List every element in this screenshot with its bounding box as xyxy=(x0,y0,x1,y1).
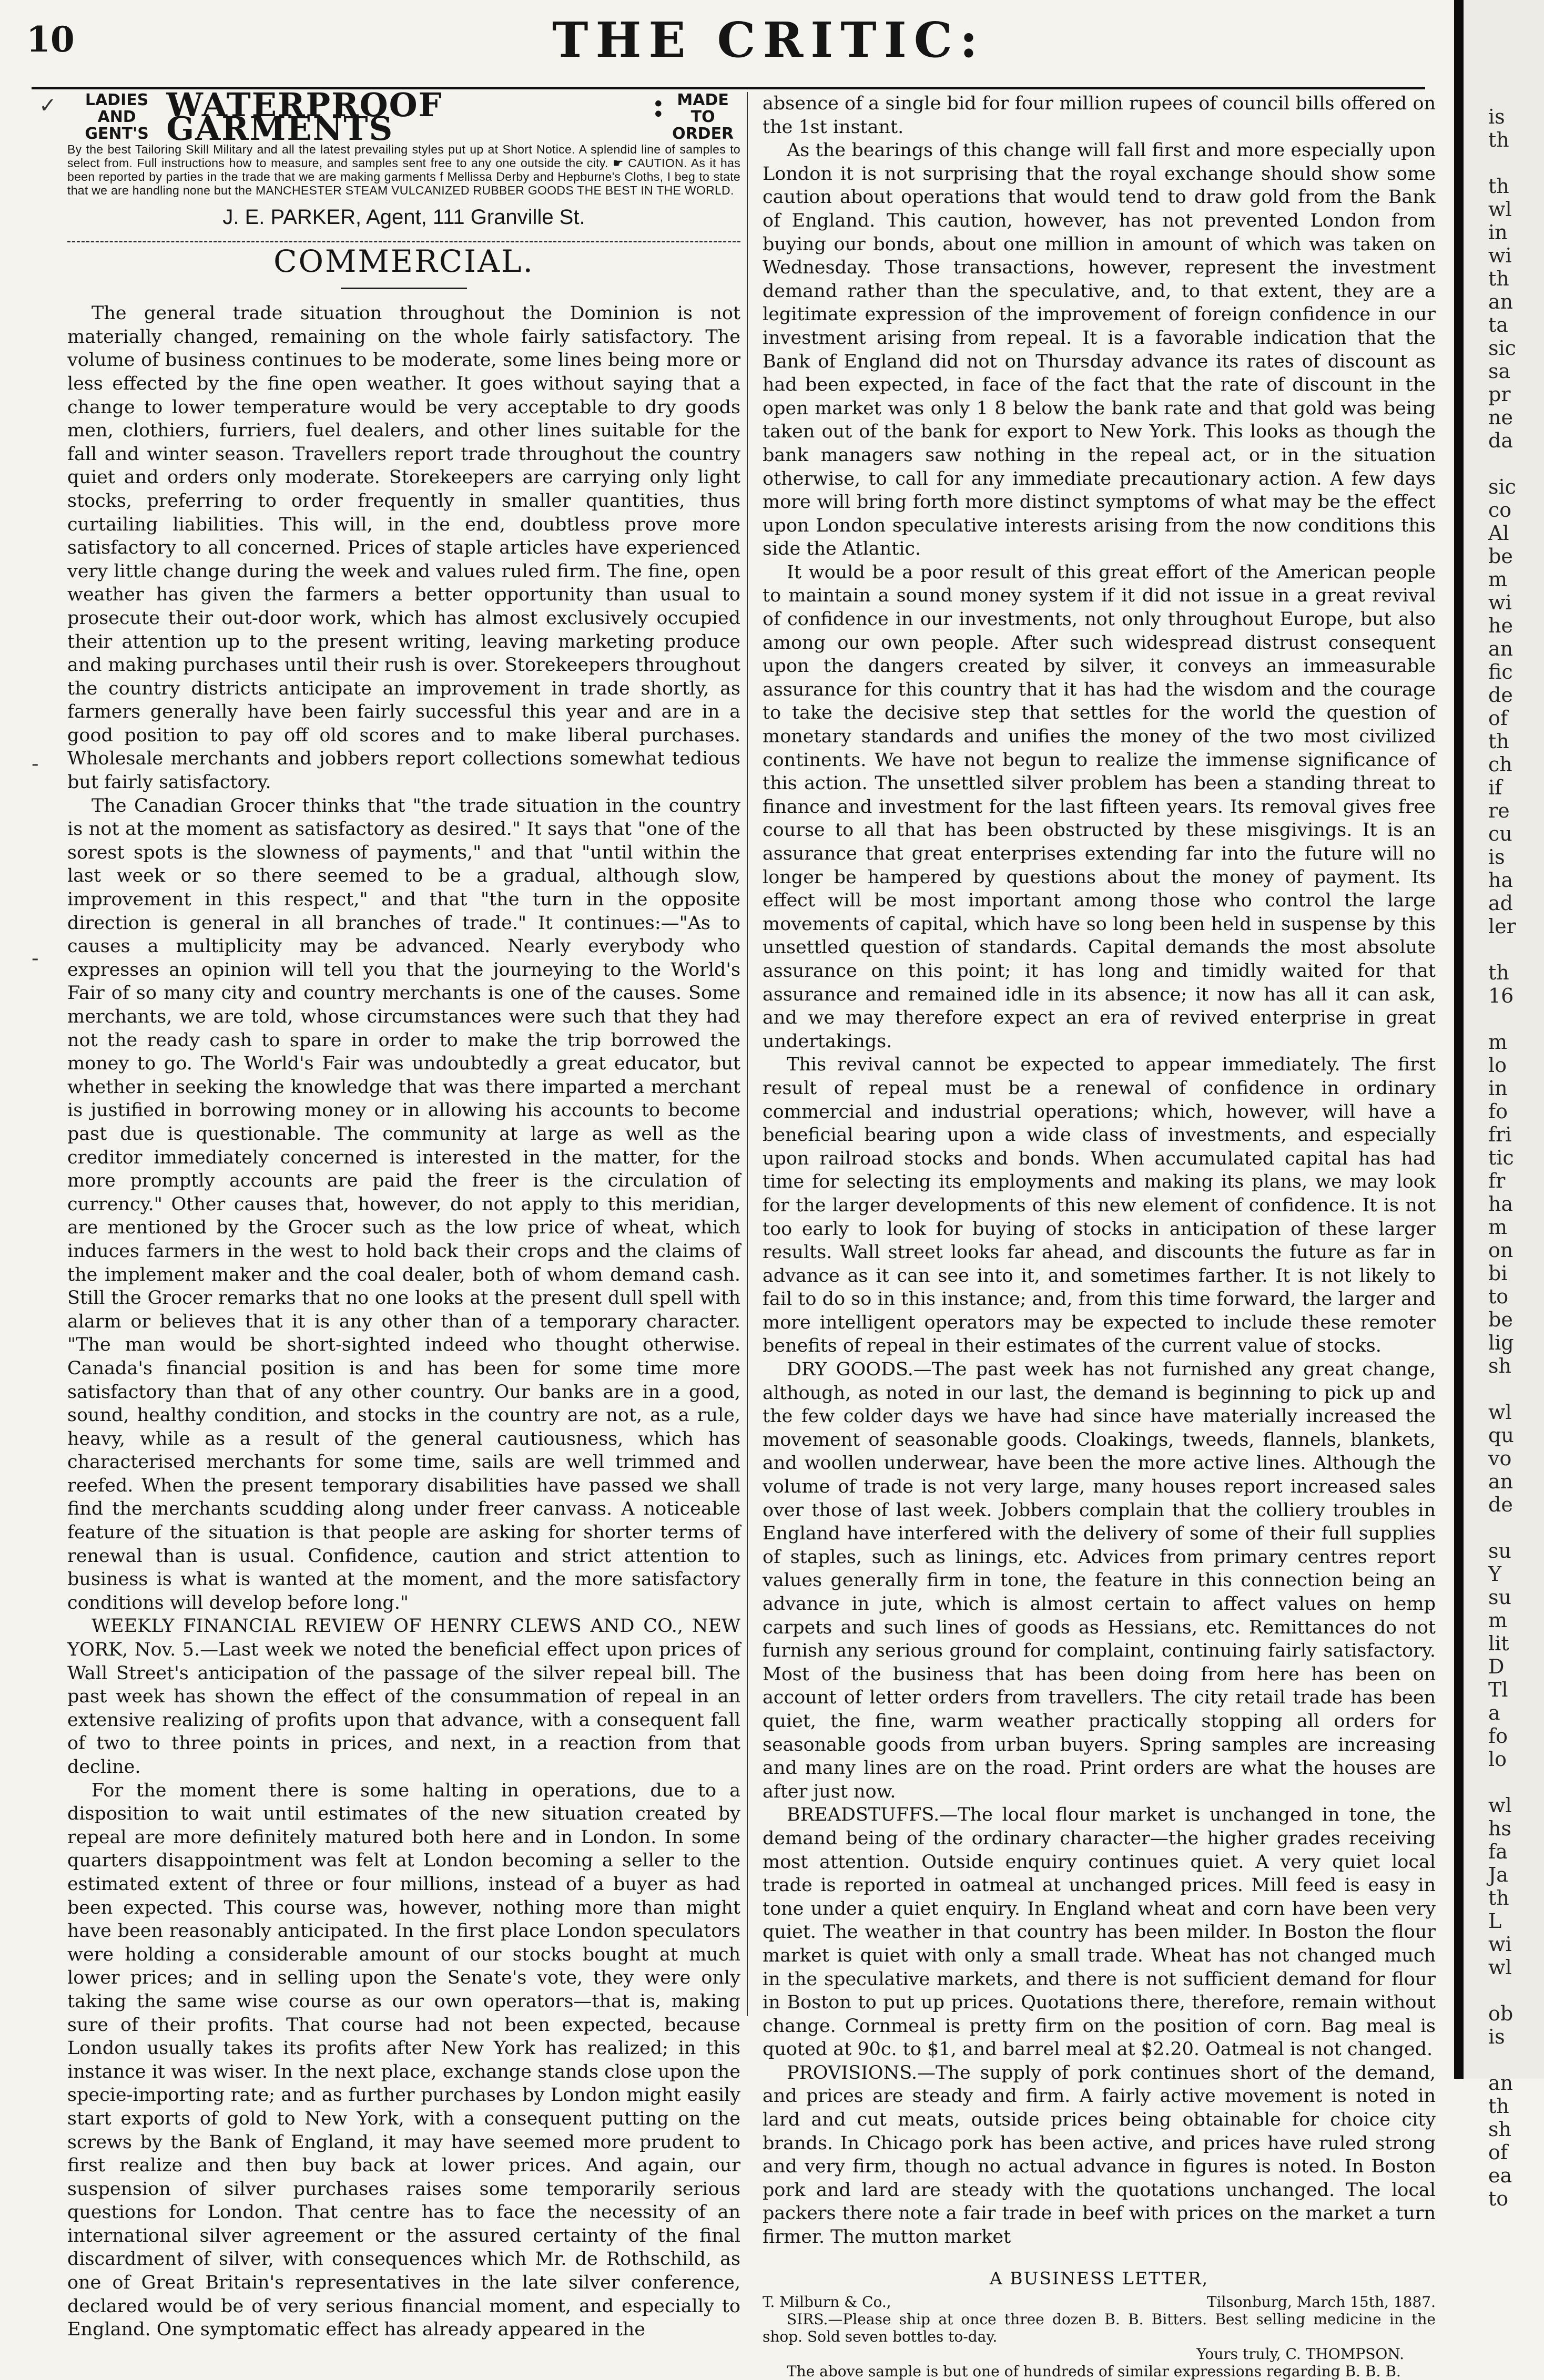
ad-agent-line: J. E. PARKER, Agent, 111 Granville St. xyxy=(222,206,585,229)
edge-fragment: on xyxy=(1488,1239,1513,1262)
business-letter xyxy=(763,2267,1436,2380)
edge-fragment: wl xyxy=(1488,1401,1512,1424)
edge-fragment: fo xyxy=(1488,1100,1508,1123)
article-paragraph: As the bearings of this change will fall first and more especially upon London it is not surprising that the royal exchange should show some caution about operations that would tend to draw gold from the Bank of England. This caution, however, has not prevented London from buying our bonds, about one million in amount of which was taken on Wednesday. Those transactions, however, represent the investment demand rather than the speculative, and, to that extent, they are a legitimate expression of the improvement of foreign confidence in our investment arising from repeal. It is a favorable indication that the Bank of England did not on Thursday advance its rates of discount as had been expected, in face of the fact that the rate of discount in the open market was only 1 8 below the bank rate and that gold was being taken out of the bank for export to New York. This looks as though the bank managers saw nothing in the repeal act, or in the situation otherwise, to call for any immediate precautionary action. A few days more will bring forth more distinct symptoms of what may be the effect upon London speculative interests arising from the now conditions this side the Atlantic. xyxy=(763,140,1436,560)
edge-fragment: su xyxy=(1488,1539,1511,1562)
edge-fragment: to xyxy=(1488,2187,1509,2210)
edge-fragment: in xyxy=(1488,221,1508,244)
edge-fragment: be xyxy=(1488,1308,1513,1331)
edge-fragment: ad xyxy=(1488,892,1513,915)
edge-fragment: of xyxy=(1488,2141,1508,2164)
edge-fragment: m xyxy=(1488,568,1508,591)
edge-fragment: bi xyxy=(1488,1262,1508,1285)
edge-fragment: lo xyxy=(1488,1748,1507,1771)
edge-fragment: fri xyxy=(1488,1123,1512,1146)
margin-mark: - xyxy=(32,946,39,971)
edge-fragment: ch xyxy=(1488,753,1512,776)
ad-right-label: MADE TO ORDER xyxy=(672,91,734,143)
edge-fragment: m xyxy=(1488,1030,1508,1054)
article-paragraph: The Canadian Grocer thinks that "the trade situation in the country is not at the moment as satisfactory as desired." It says that "one of the sorest spots is the slowness of payments," and that "until within the last week or so there seemed to be a gradual, although slow, improvement in this respect," and that "the turn in the opposite direction is general in all branches of trade." It continues:—"As to causes a multiplicity may be advanced. Nearly everybody who expresses an opinion will tell you that the journeying to the World's Fair of so many city and country merchants is one of the causes. Some merchants, we are told, whose circumstances were such that they had not the ready cash to spare in order to make the trip borrowed the money to go. The World's Fair was undoubtedly a great educator, but whether in seeking the knowledge that was there imparted a merchant is justified in borrowing money or in allowing his accounts to become past due is questionable. The community at large as well as the creditor immediately concerned is interested in the matter, for the more promptly accounts are paid the freer is the circulation of currency." Other causes that, however, do not apply to this meridian, are mentioned by the Grocer such as the low price of wheat, which induces farmers in the west to hold back their crops and the claims of the implement maker and the coal dealer, both of whom demand cash. Still the Grocer remarks that no one looks at the present dull spell with alarm or believes that it is any other than of a temporary character. "The man would be short-sighted indeed who thought otherwise. Canada's financial position is and has been for some time more satisfactory than that of any other country. Our banks are in a good, sound, healthy condition, and stocks in the country are not, as a rule, heavy, while as a result of the general cautiousness, which has characterised merchants for some time, sails are well trimmed and reefed. When the present temporary disabilities have passed we shall find the merchants scudding along under freer canvass. A noticeable feature of the situation is that people are asking for shorter terms of renewal than is usual. Confidence, caution and strict attention to business is what is wanted at the moment, and the more satisfactory conditions will develop before long." xyxy=(67,795,740,1613)
edge-fragment: sic xyxy=(1488,336,1516,360)
letter-addressee: T. Milburn & Co., xyxy=(763,2293,891,2311)
edge-fragment: he xyxy=(1488,614,1513,637)
edge-fragment: m xyxy=(1488,1215,1508,1239)
edge-fragment: ne xyxy=(1488,406,1513,429)
masthead-title: THE CRITIC: xyxy=(552,12,985,68)
edge-fragment: lo xyxy=(1488,1054,1507,1077)
edge-fragment: cu xyxy=(1488,822,1512,845)
article-paragraph: The general trade situation throughout the Dominion is not materially changed, remaining on the whole fairly satisfactory. The volume of business continues to be moderate, some lines being more or less effected by the fine open weather. It goes without saying that a change to lower temperature would be very acceptable to dry goods men, clothiers, furriers, fuel dealers, and other lines suitable for the fall and winter season. Travellers report trade throughout the country quiet and orders only moderate. Storekeepers are carrying only light stocks, preferring to order frequently in smaller quantities, thus curtailing liabilities. This will, in the end, doubtless prove more satisfactory to all concerned. Prices of staple articles have experienced very little change during the week and values ruled firm. The fine, open weather has given the farmers a better opportunity than usual to prosecute their out-door work, which has almost exclusively occupied their attention up to the present writing, leaving marketing produce and making purchases until their rush is over. Storekeepers throughout the country districts anticipate an improvement in trade shortly, as farmers generally have been fairly successful this year and are in a good position to pay off old scores and to make liberal purchases. Wholesale merchants and jobbers report collections somewhat tedious but fairly satisfactory. xyxy=(67,303,740,793)
binding-fold-line xyxy=(1454,0,1464,2079)
article-paragraph: This revival cannot be expected to appear immediately. The first result of repeal must be a renewal of confidence in ordinary commercial and industrial operations; which, however, will have a beneficial bearing upon a wide class of investments, and especially upon railroad stocks and bonds. When accumulated capital has had time for selecting its employments and making its plans, we may look for the larger developments of this new element of confidence. It is not too early to look for buying of stocks in anticipation of these larger results. Wall street looks far ahead, and discounts the future as far in advance as it can see into it, and sometimes farther. It is not likely to fail to do so in this instance; and, from this time forward, the larger and more intelligent operators may be expected to include these remoter benefits of repeal in their estimates of the current value of stocks. xyxy=(763,1054,1436,1357)
edge-fragment: to xyxy=(1488,1285,1509,1308)
edge-fragment: sh xyxy=(1488,1354,1511,1377)
edge-fragment: wl xyxy=(1488,198,1512,221)
section-title: COMMERCIAL. xyxy=(273,243,534,279)
edge-fragment: ob xyxy=(1488,2002,1513,2025)
edge-fragment: Tl xyxy=(1488,1678,1508,1701)
advertisement-heading xyxy=(67,86,740,148)
edge-fragment: wi xyxy=(1488,591,1512,614)
dashed-divider xyxy=(67,241,740,242)
edge-fragment: da xyxy=(1488,429,1513,452)
edge-fragment: lit xyxy=(1488,1632,1509,1655)
edge-fragment: hs xyxy=(1488,1817,1511,1840)
edge-fragment: fic xyxy=(1488,660,1513,683)
edge-fragment: ler xyxy=(1488,915,1516,938)
edge-fragment: ha xyxy=(1488,869,1513,892)
edge-fragment: th xyxy=(1488,128,1509,151)
edge-fragment: de xyxy=(1488,1493,1513,1516)
edge-fragment: Y xyxy=(1488,1562,1502,1586)
ad-title: WATERPROOF : GARMENTS xyxy=(166,86,666,148)
edge-fragment: Al xyxy=(1488,522,1509,545)
edge-fragment: is xyxy=(1488,2025,1505,2048)
article-paragraph: DRY GOODS.—The past week has not furnished any great change, although, as noted in our last, the demand is beginning to pick up and the few colder days we have had since have materially increased the movement of seasonable goods. Cloakings, tweeds, flannels, blankets, and woollen underwear, have been the more active lines. Although the volume of trade is not very large, many houses report increased sales over those of last week. Jobbers complain that the colliery troubles in England have interfered with the delivery of some of their full supplies of staples, such as linings, etc. Advices from primary centres report values generally firm in tone, the feature in this connection being an advance in jute, which is almost certain to affect values on hemp carpets and such lines of goods as Hessians, etc. Remittances do not furnish any serious ground for complaint, continuing fairly satisfactory. Most of the business that has been doing from here has been on account of letter orders from travellers. The city retail trade has been quiet, the fine, warm weather practically stopping all orders for seasonable goods from urban buyers. Spring samples are increasing and many lines are on the road. Print orders are what the houses are after just now. xyxy=(763,1359,1436,1802)
edge-fragment: ta xyxy=(1488,313,1508,336)
waterproof-advertisement xyxy=(67,86,740,229)
letter-place-date: Tilsonburg, March 15th, 1887. xyxy=(1206,2293,1436,2311)
edge-fragment: re xyxy=(1488,799,1510,822)
letter-title: A BUSINESS LETTER, xyxy=(989,2267,1209,2289)
ad-body-text: By the best Tailoring Skill Military and all the latest prevailing styles put up at Short Notice. A splendid line of samples to select from. Full instructions how to measure, and samples sent free to any one outside the city. ☛ CAUTION. As it has been reported by parties in the trade that we are making garments f Mellissa Derby and Hepburne's Cloths, I beg to state that we are handling none but the MANCHESTER STEAM VULCANIZED RUBBER GOODS THE BEST IN THE WORLD. xyxy=(67,142,740,197)
edge-fragment: th xyxy=(1488,961,1509,984)
edge-fragment: of xyxy=(1488,707,1508,730)
edge-fragment: ha xyxy=(1488,1192,1513,1215)
edge-fragment: th xyxy=(1488,175,1509,198)
edge-fragment: su xyxy=(1488,1586,1511,1609)
edge-fragment: an xyxy=(1488,2071,1513,2095)
article-paragraph: It would be a poor result of this great effort of the American people to maintain a sound money system if it did not issue in a great revival of confidence in our investments, not only throughout Europe, but also among our own people. After such widespread distrust consequent upon the dangers created by silver, it conveys an immeasurable assurance for this country that it has had the wisdom and the courage to take the decisive step that settles for the world the question of monetary standards and unifies the money of the two most civilized continents. We have not begun to realize the immense significance of this action. The unsettled silver problem has been a standing threat to finance and investment for the last fifteen years. Its removal gives free course to all that has been obstructed by these misgivings. It is an assurance that great enterprises extending far into the future will no longer be hampered by questions about the money of payment. Its effect will be most important among those who control the large movements of capital, which have so long been held in suspense by this unsettled question of standards. Capital demands the most absolute assurance on this point; it has long and timidly waited for that assurance and remained idle in its absence; it now has all it can ask, and we may therefore expect an era of revived enterprise in great undertakings. xyxy=(763,561,1436,1052)
edge-fragment: th xyxy=(1488,2095,1509,2118)
edge-fragment: fo xyxy=(1488,1724,1508,1748)
edge-fragment: th xyxy=(1488,267,1509,290)
edge-fragment: th xyxy=(1488,730,1509,753)
edge-fragment: m xyxy=(1488,1609,1508,1632)
edge-fragment: fa xyxy=(1488,1840,1508,1863)
edge-fragment: sic xyxy=(1488,475,1516,498)
edge-fragment: tic xyxy=(1488,1146,1514,1169)
edge-fragment: Ja xyxy=(1488,1863,1508,1886)
ad-left-label: LADIES AND GENT'S xyxy=(85,91,149,143)
edge-fragment: co xyxy=(1488,498,1512,522)
middle-column xyxy=(763,92,1436,2380)
edge-fragment: sh xyxy=(1488,2118,1511,2141)
edge-fragment: a xyxy=(1488,1701,1500,1724)
edge-fragment: L xyxy=(1488,1909,1502,1933)
edge-fragment: lig xyxy=(1488,1331,1514,1354)
title-underline xyxy=(341,288,467,289)
letter-body: SIRS.—Please ship at once three dozen B. B. Bitters. Best selling medicine in the shop. Sold seven bottles to-day. xyxy=(763,2311,1436,2346)
edge-fragment: is xyxy=(1488,105,1505,128)
edge-fragment: wi xyxy=(1488,244,1512,267)
edge-fragment: vo xyxy=(1488,1447,1512,1470)
edge-fragment: pr xyxy=(1488,383,1511,406)
edge-fragment: an xyxy=(1488,637,1513,660)
letter-footer: The above sample is but one of hundreds of similar expressions regarding B. B. B. xyxy=(787,2363,1401,2380)
edge-fragment: wl xyxy=(1488,1956,1512,1979)
edge-fragment: de xyxy=(1488,683,1513,707)
edge-fragment: 16 xyxy=(1488,984,1514,1007)
edge-fragment: sa xyxy=(1488,360,1511,383)
edge-fragment: fr xyxy=(1488,1169,1506,1192)
article-paragraph: BREADSTUFFS.—The local flour market is unchanged in tone, the demand being of the ordinary character—the higher grades receiving most attention. Outside enquiry continues quiet. A very quiet local trade is reported in oatmeal at unchanged prices. Mill feed is easy in tone under a quiet enquiry. In England wheat and corn have been very quiet. The weather in that country has been milder. In Boston the flour market is quiet with only a small trade. Wheat has not changed much in the speculative markets, and there is not sufficient demand for flour in Boston to put up prices. Quotations there, therefore, remain without change. Cornmeal is pretty firm on the position of corn. Bag meal is quoted at 90c. to $1, and barrel meal at $2.20. Oatmeal is not changed. xyxy=(763,1804,1436,2060)
edge-fragment: ea xyxy=(1488,2164,1512,2187)
page-number: 10 xyxy=(26,19,75,60)
edge-fragment: D xyxy=(1488,1655,1505,1678)
left-column xyxy=(67,86,740,2341)
article-paragraph: WEEKLY FINANCIAL REVIEW OF HENRY CLEWS AND CO., NEW YORK, Nov. 5.—Last week we noted the beneficial effect upon prices of Wall Street's anticipation of the passage of the silver repeal bill. The past week has shown the effect of the consummation of repeal in an extensive realizing of profits upon that advance, with a consequent fall of two to three points in prices, and next, in a reaction from that decline. xyxy=(67,1616,740,1778)
article-paragraph: absence of a single bid for four million rupees of council bills offered on the 1st instant. xyxy=(763,93,1436,138)
edge-fragment: an xyxy=(1488,290,1513,313)
letter-signature: Yours truly, C. THOMPSON. xyxy=(1196,2345,1404,2363)
article-paragraph: PROVISIONS.—The supply of pork continues short of the demand, and prices are steady and firm. A fairly active movement is noted in lard and cut meats, outside prices being obtainable for choice city brands. In Chicago pork has been active, and prices have ruled strong and very firm, though no actual advance in figures is noted. In Boston pork and lard are steady with the quotations unchanged. The local packers there note a fair trade in beef with prices on the market a turn firmer. The mutton market xyxy=(763,2062,1436,2248)
edge-fragment: if xyxy=(1488,776,1502,799)
edge-fragment: wi xyxy=(1488,1933,1512,1956)
margin-mark: - xyxy=(32,752,39,776)
edge-fragment: be xyxy=(1488,545,1513,568)
letter-address-line xyxy=(763,2293,1436,2311)
edge-fragment: qu xyxy=(1488,1424,1514,1447)
margin-mark: ✓ xyxy=(39,94,57,118)
edge-fragment: an xyxy=(1488,1470,1513,1493)
edge-fragment: th xyxy=(1488,1886,1509,1909)
column-divider xyxy=(747,92,748,2016)
edge-fragment: is xyxy=(1488,845,1505,869)
edge-fragment: in xyxy=(1488,1077,1508,1100)
article-paragraph: For the moment there is some halting in operations, due to a disposition to wait until estimates of the new situation created by repeal are more definitely matured both here and in London. In some quarters disappointment was felt at London becoming a seller to the estimated extent of three or four millions, instead of a buyer as had been expected. This course was, however, nothing more than might have been reasonably anticipated. In the first place London speculators were holding a considerable amount of our stocks bought at much lower prices; and in selling upon the Senate's vote, they were only taking the same wise course as our own operators—that is, making sure of their profits. That course had not been expected, because London usually takes its profits after New York has realized; in this instance it was wiser. In the next place, exchange stands close upon the specie-importing rate; and as further purchases by London might easily start exports of gold to New York, with a consequent putting on the screws by the Bank of England, it may have seemed more prudent to first realize and then buy back at lower prices. And again, our suspension of silver purchases raises some temporarily serious questions for London. That centre has to face the necessity of an international silver agreement or the assured certainty of the final discardment of silver, with consequences which Mr. de Rothschild, as one of Great Britain's representatives in the late silver conference, declared would be of very serious financial moment, and especially to England. One symptomatic effect has already appeared in the xyxy=(67,1780,740,2341)
edge-fragment: wl xyxy=(1488,1794,1512,1817)
